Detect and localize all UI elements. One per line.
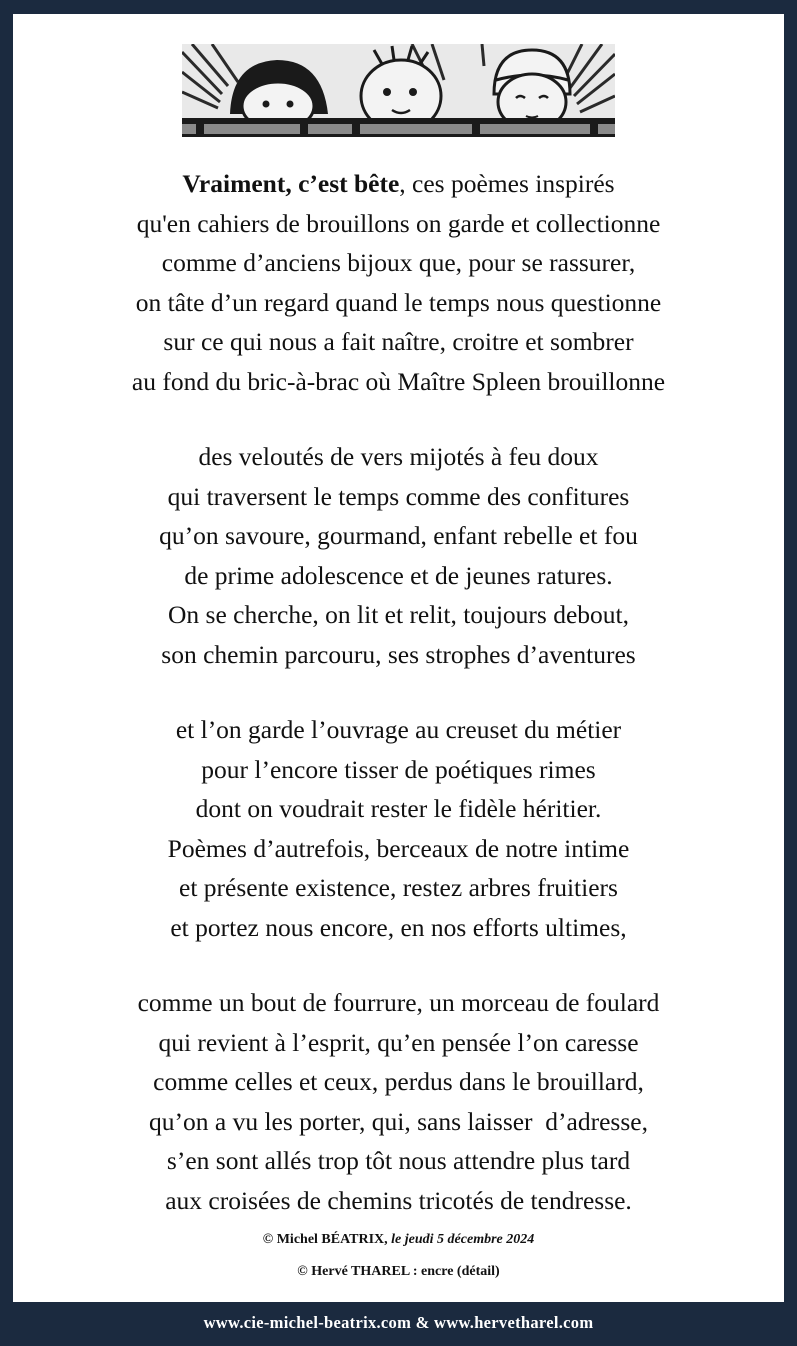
poem-stanza-4 <box>13 983 784 1220</box>
poem-stanza-2 <box>13 437 784 674</box>
poem-line: qu’on savoure, gourmand, enfant rebelle et fou <box>159 521 638 550</box>
poem-line: Poèmes d’autrefois, berceaux de notre intime <box>167 833 630 863</box>
poem-line: sur ce qui nous a fait naître, croitre et sombrer <box>163 327 634 356</box>
poem-line: pour l’encore tisser de poétiques rimes <box>201 754 596 784</box>
poem <box>13 164 784 1256</box>
poem-line: s’en sont allés trop tôt nous attendre plus tard <box>166 1146 631 1175</box>
poem-line: aux croisées de chemins tricotés de tendresse. <box>165 1185 632 1215</box>
author-name: © Michel BÉATRIX, <box>262 1232 392 1247</box>
poem-line: et portez nous encore, en nos efforts ultimes, <box>170 912 627 942</box>
poem-line: On se cherche, on lit et relit, toujours debout, <box>167 600 629 629</box>
poem-line: son chemin parcouru, ses strophes d’aventures <box>161 639 636 669</box>
poem-title-phrase: Vraiment, c’est bête <box>182 169 400 198</box>
poem-line: comme un bout de fourrure, un morceau de foulard <box>137 988 660 1017</box>
poem-line: et l’on garde l’ouvrage au creuset du métier <box>175 715 622 744</box>
poem-line: de prime adolescence et de jeunes ratures. <box>184 560 613 590</box>
poem-stanza-3 <box>13 710 784 947</box>
poem-sheet <box>13 14 784 1302</box>
poem-line: qui traversent le temps comme des confitures <box>167 481 630 511</box>
illustrator-credit: © Hervé THAREL : encre (détail) <box>297 1264 500 1279</box>
poem-stanza-1 <box>13 164 784 401</box>
credits <box>13 1230 784 1294</box>
children-faces-drawing <box>182 44 615 137</box>
author-credit <box>13 1230 784 1250</box>
poem-line: qui revient à l’esprit, qu’en pensée l’on caresse <box>158 1027 639 1057</box>
poem-line: et présente existence, restez arbres fruitiers <box>179 873 618 902</box>
poem-line <box>13 164 784 204</box>
poem-line: qu'en cahiers de brouillons on garde et collectionne <box>136 208 661 238</box>
poem-date: le jeudi 5 décembre 2024 <box>391 1232 535 1247</box>
poem-line: on tâte d’un regard quand le temps nous questionne <box>135 287 662 317</box>
poem-line-rest: , ces poèmes inspirés <box>399 169 615 198</box>
poem-line: qu’on a vu les porter, qui, sans laisser d’adresse, <box>149 1106 648 1136</box>
poem-line: comme celles et ceux, perdus dans le brouillard, <box>153 1067 644 1096</box>
footer-links[interactable]: www.cie-michel-beatrix.com & www.hervetharel.com <box>203 1313 594 1332</box>
poem-line: des veloutés de vers mijotés à feu doux <box>198 442 599 471</box>
poem-line: comme d’anciens bijoux que, pour se rassurer, <box>161 248 636 277</box>
poem-line: dont on voudrait rester le fidèle héritier. <box>195 794 602 823</box>
poem-line: au fond du bric-à-brac où Maître Spleen brouillonne <box>131 366 666 396</box>
